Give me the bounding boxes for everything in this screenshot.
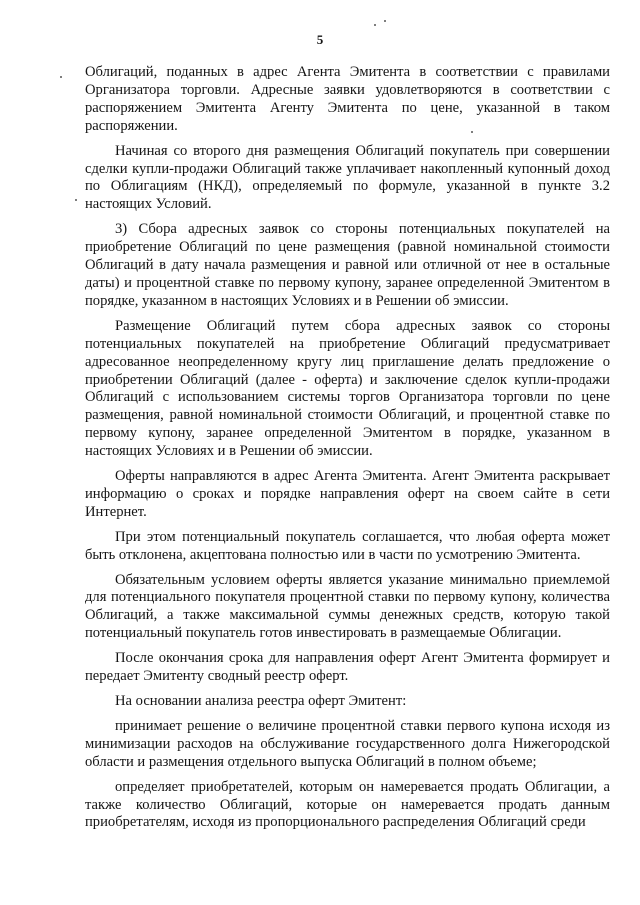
paragraph: Облигаций, поданных в адрес Агента Эмитента в соответствии с правилами Организатора торговли. Адресные заявки удовлетворяются в соответствии с распоряжением Эмитента Агенту Эмитента по цене, указанной в таком распоряжении. bbox=[85, 64, 610, 134]
paragraph: определяет приобретателей, которым он намеревается продать Облигации, а также количество Облигаций, которые он намеревается продать данным приобретателям, исходя из пропорционального распределения Облигаций среди bbox=[85, 778, 610, 831]
paragraph: принимает решение о величине процентной ставки первого купона исходя из минимизации расходов на обслуживание государственного долга Нижегородской области и размещения отдельного выпуска Облигаций в полном объеме; bbox=[85, 717, 610, 770]
paragraph: После окончания срока для направления оферт Агент Эмитента формирует и передает Эмитенту сводный реестр оферт. bbox=[85, 650, 610, 685]
document-body bbox=[85, 64, 610, 839]
paragraph: Обязательным условием оферты является указание минимально приемлемой для потенциального покупателя процентной ставки по первому купону, количества Облигаций, а также максимальной суммы денежных средств, которую такой потенциальный покупатель готов инвестировать в размещаемые Облигации. bbox=[85, 571, 610, 642]
paragraph: Оферты направляются в адрес Агента Эмитента. Агент Эмитента раскрывает информацию о сроках и порядке направления оферт на своем сайте в сети Интернет. bbox=[85, 468, 610, 520]
page-number: 5 bbox=[316, 32, 324, 47]
scan-speck bbox=[60, 76, 62, 78]
paragraph: 3) Сбора адресных заявок со стороны потенциальных покупателей на приобретение Облигаций по цене размещения (равной номинальной стоимости Облигаций в дату начала размещения и равной или отличной от нее в остальные даты) и процентной ставке по первому купону, заранее определенной Эмитентом в порядке, указанном в настоящих Условиях и в Решении об эмиссии. bbox=[85, 221, 610, 309]
paragraph: На основании анализа реестра оферт Эмитент: bbox=[115, 693, 407, 709]
scan-speck bbox=[384, 20, 386, 22]
paragraph: Размещение Облигаций путем сбора адресных заявок со стороны потенциальных покупателей на приобретение Облигаций предусматривает адресованное неопределенному кругу лиц приглашение делать предложение о приобретении Облигаций (далее - оферта) и заключение сделок купли-продажи Облигаций с использованием системы торгов Организатора торговли по цене размещения, равной номинальной стоимости Облигаций, и процентной ставке по первому купону, заранее определенной Эмитентом в порядке, указанном в настоящих Условиях и в Решении об эмиссии. bbox=[85, 317, 610, 460]
paragraph: При этом потенциальный покупатель соглашается, что любая оферта может быть отклонена, акцептована полностью или в части по усмотрению Эмитента. bbox=[85, 528, 610, 563]
paragraph: Начиная со второго дня размещения Облигаций покупатель при совершении сделки купли-продажи Облигаций также уплачивает накопленный купонный доход по Облигациям (НКД), определяемый по формуле, указанной в пункте 3.2 настоящих Условий. bbox=[85, 142, 610, 213]
scan-speck bbox=[374, 24, 376, 26]
scan-speck bbox=[75, 199, 77, 201]
